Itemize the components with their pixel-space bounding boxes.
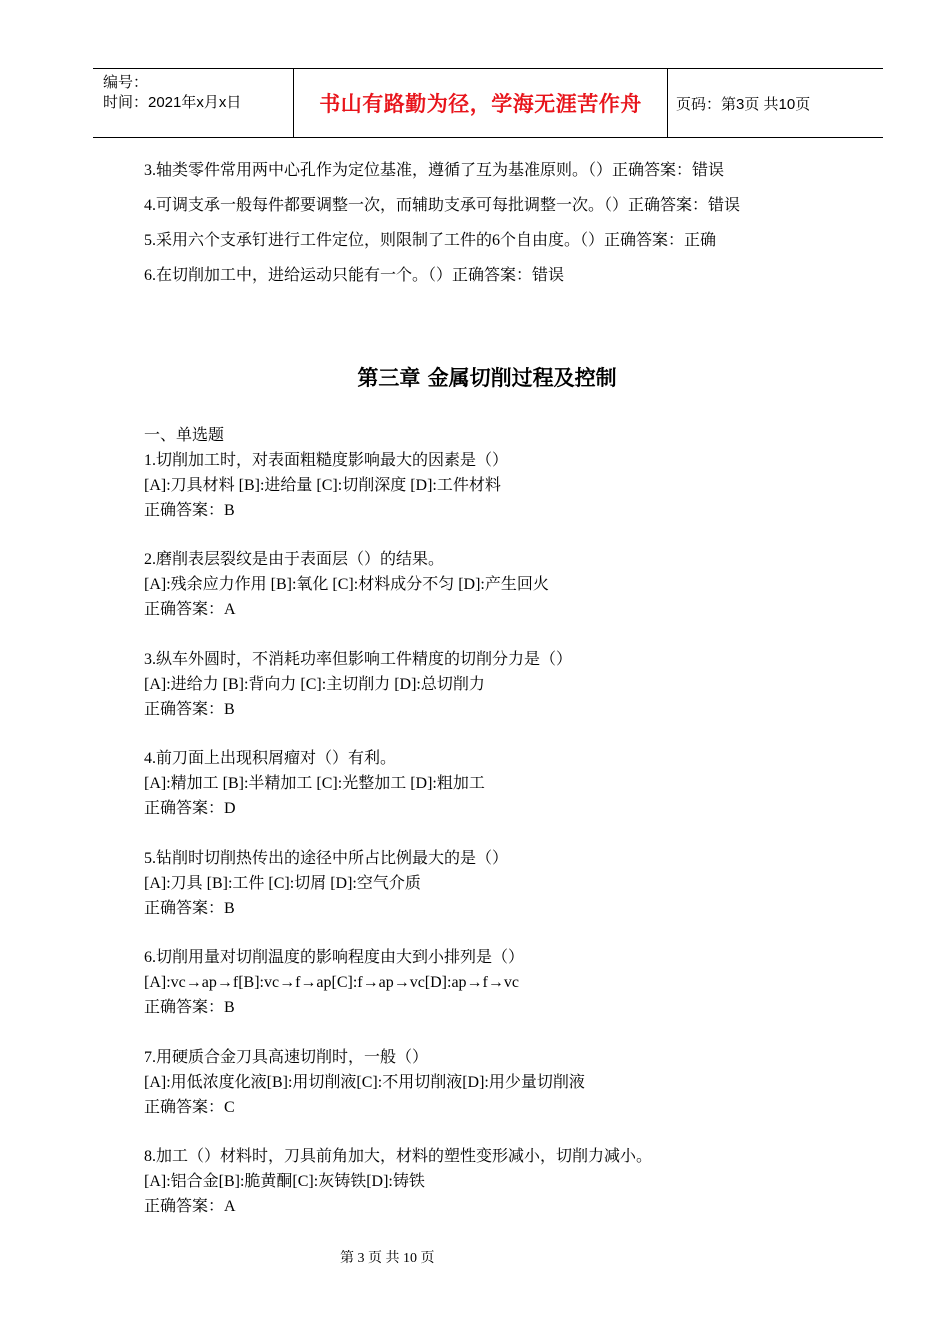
question-answer: 正确答案：B bbox=[144, 999, 235, 1016]
question-text: 1.切削加工时，对表面粗糙度影响最大的因素是（） bbox=[144, 452, 509, 469]
question-text: 3.纵车外圆时，不消耗功率但影响工件精度的切削分力是（） bbox=[144, 651, 573, 668]
question-answer: 正确答案：B bbox=[144, 701, 235, 718]
question-answer: 正确答案：D bbox=[144, 800, 236, 817]
question-text: 2.磨削表层裂纹是由于表面层（）的结果。 bbox=[144, 551, 445, 568]
header-motto: 书山有路勤为径，学海无涯苦作舟 bbox=[319, 92, 642, 116]
intro-item: 6.在切削加工中，进给运动只能有一个。（）正确答案：错误 bbox=[144, 267, 565, 284]
question-answer: 正确答案：C bbox=[144, 1099, 235, 1116]
question-answer: 正确答案：B bbox=[144, 900, 235, 917]
chapter-title: 第三章 金属切削过程及控制 bbox=[357, 366, 617, 390]
question-options: [A]:精加工 [B]:半精加工 [C]:光整加工 [D]:粗加工 bbox=[144, 775, 485, 792]
question-text: 4.前刀面上出现积屑瘤对（）有利。 bbox=[144, 750, 397, 767]
question-options: [A]:刀具 [B]:工件 [C]:切屑 [D]:空气介质 bbox=[144, 875, 421, 892]
question-options: [A]:用低浓度化液[B]:用切削液[C]:不用切削液[D]:用少量切削液 bbox=[144, 1074, 585, 1091]
intro-item: 4.可调支承一般每件都要调整一次，而辅助支承可每批调整一次。（）正确答案：错误 bbox=[144, 197, 741, 214]
question-text: 5.钻削时切削热传出的途径中所占比例最大的是（） bbox=[144, 850, 509, 867]
question-text: 6.切削用量对切削温度的影响程度由大到小排列是（） bbox=[144, 949, 525, 966]
question-answer: 正确答案：A bbox=[144, 601, 236, 618]
question-options: [A]:进给力 [B]:背向力 [C]:主切削力 [D]:总切削力 bbox=[144, 676, 485, 693]
header-meta bbox=[93, 69, 293, 137]
question-options: [A]:vc→ap→f[B]:vc→f→ap[C]:f→ap→vc[D]:ap→f→vc bbox=[144, 974, 519, 991]
intro-item: 5.采用六个支承钉进行工件定位，则限制了工件的6个自由度。（）正确答案：正确 bbox=[144, 232, 717, 249]
header-number: 编号： bbox=[103, 74, 149, 91]
section-title: 一、单选题 bbox=[144, 427, 225, 444]
header-divider bbox=[667, 69, 668, 137]
header-page-number: 页码：第3页 共10页 bbox=[676, 95, 811, 113]
question-options: [A]:铝合金[B]:脆黄酮[C]:灰铸铁[D]:铸铁 bbox=[144, 1173, 425, 1190]
header-time: 时间：2021年x月x日 bbox=[103, 94, 242, 111]
intro-item: 3.轴类零件常用两中心孔作为定位基准，遵循了互为基准原则。（）正确答案：错误 bbox=[144, 162, 725, 179]
page-header bbox=[93, 68, 883, 138]
question-options: [A]:刀具材料 [B]:进给量 [C]:切削深度 [D]:工件材料 bbox=[144, 477, 501, 494]
question-answer: 正确答案：B bbox=[144, 502, 235, 519]
question-text: 7.用硬质合金刀具高速切削时，一般（） bbox=[144, 1049, 429, 1066]
question-text: 8.加工（）材料时，刀具前角加大，材料的塑性变形减小，切削力减小。 bbox=[144, 1148, 653, 1165]
question-answer: 正确答案：A bbox=[144, 1198, 236, 1215]
page-footer: 第 3 页 共 10 页 bbox=[340, 1251, 435, 1266]
question-options: [A]:残余应力作用 [B]:氧化 [C]:材料成分不匀 [D]:产生回火 bbox=[144, 576, 549, 593]
